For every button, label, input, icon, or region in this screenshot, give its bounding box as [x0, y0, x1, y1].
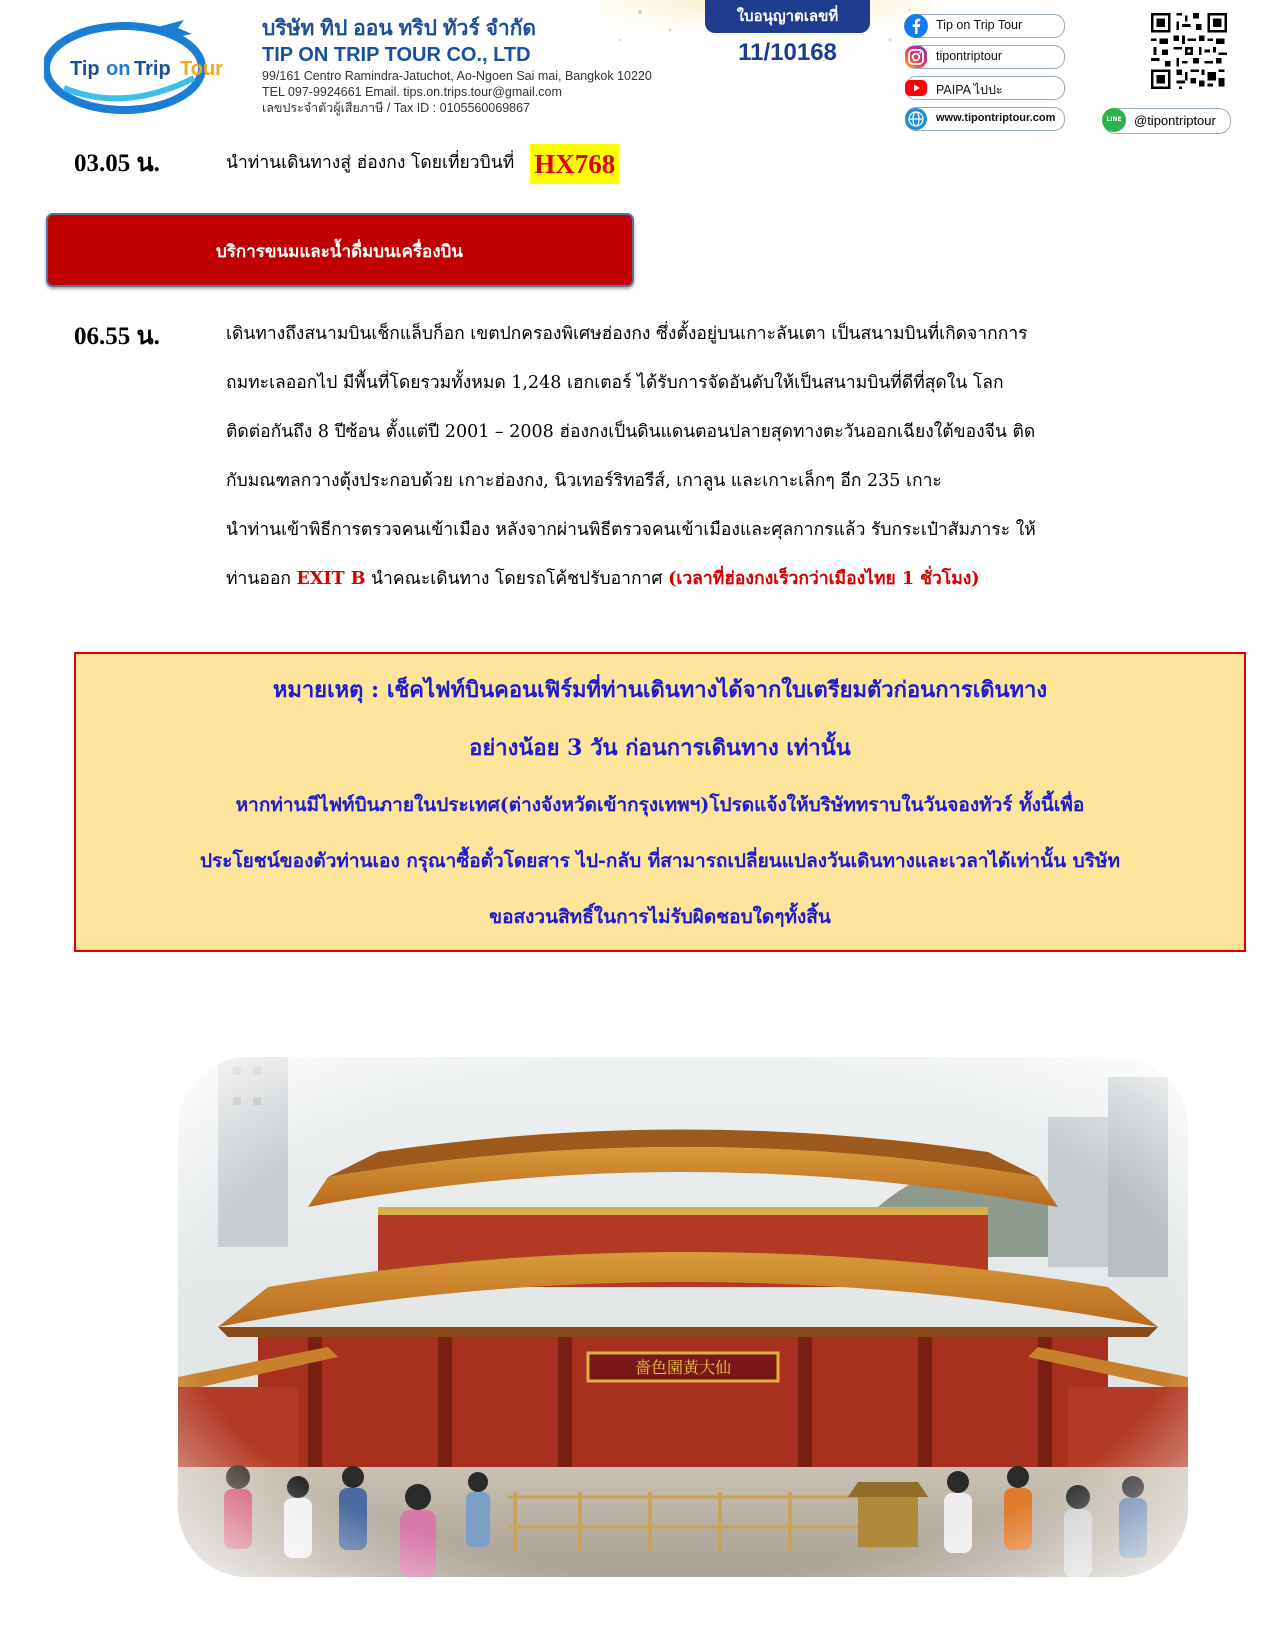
- arrival-line-mid: นำคณะเดินทาง โดยรถโค้ชปรับอากาศ: [365, 569, 669, 589]
- time-difference-note: (เวลาที่ฮ่องกงเร็วกว่าเมืองไทย 1 ชั่วโมง): [668, 569, 980, 589]
- wong-tai-sin-temple-image: [178, 1057, 1188, 1577]
- arrival-line-last: [226, 555, 1206, 604]
- arrival-line-pre: ท่านออก: [226, 569, 297, 589]
- license-number: 11/10168: [738, 39, 837, 66]
- social-instagram[interactable]: [905, 45, 1065, 69]
- remark-line-3: หากท่านมีไฟท์บินภายในประเทศ(ต่างจังหวัดเข้ากรุงเทพฯ)โปรดแจ้งให้บริษัททราบในวันจองทัวร์ ทั้งนี้เพื่อ: [235, 794, 1085, 816]
- license-badge: [705, 0, 870, 67]
- social-youtube[interactable]: [905, 76, 1065, 100]
- svg-text:on: on: [106, 58, 131, 80]
- svg-text:Tip: Tip: [70, 58, 100, 80]
- remark-line-1: หมายเหตุ : เช็คไฟท์บินคอนเฟิร์มที่ท่านเดินทางได้จากใบเตรียมตัวก่อนการเดินทาง: [272, 677, 1048, 703]
- social-links: [905, 14, 1065, 138]
- time-arrival: 06.55 น.: [74, 323, 160, 350]
- arrival-line: ติดต่อกันถึง 8 ปีซ้อน ตั้งแต่ปี 2001 – 2008 ฮ่องกงเป็นดินแดนตอนปลายสุดทางตะวันออกเฉียงใต้ของจีน ติด: [226, 422, 1036, 442]
- line-app-icon: LINE: [1102, 108, 1126, 132]
- arrival-line: นำท่านเข้าพิธีการตรวจคนเข้าเมือง หลังจากผ่านพิธีตรวจคนเข้าเมืองและศุลกากรแล้ว รับกระเป๋าสัมภาระ ให้: [226, 520, 1036, 540]
- instagram-icon: [904, 45, 928, 69]
- line-contact[interactable]: [1103, 108, 1231, 134]
- meal-banner-text: บริการขนมและน้ำดื่มบนเครื่องบิน: [216, 242, 463, 262]
- arrival-line: กับมณฑลกวางตุ้งประกอบด้วย เกาะฮ่องกง, นิวเทอร์ริทอรีส์, เกาลูน และเกาะเล็กๆ อีก 235 เกาะ: [226, 471, 942, 491]
- social-website[interactable]: [905, 107, 1065, 131]
- remark-line-5: ขอสงวนสิทธิ์ในการไม่รับผิดชอบใดๆทั้งสิ้น: [489, 906, 831, 928]
- arrival-description: [226, 310, 1206, 604]
- exit-gate: EXIT B: [296, 569, 366, 589]
- facebook-label: Tip on Trip Tour: [936, 18, 1023, 32]
- social-facebook[interactable]: [905, 14, 1065, 38]
- time-departure: 03.05 น.: [74, 150, 160, 177]
- departure-text: นำท่านเดินทางสู่ ฮ่องกง โดยเที่ยวบินที่: [226, 153, 515, 173]
- line-id: @tipontriptour: [1134, 113, 1216, 128]
- departure-description: [226, 139, 1206, 188]
- company-tax-id: เลขประจำตัวผู้เสียภาษี / Tax ID : 0105560069867: [262, 101, 531, 115]
- company-contact: TEL 097-9924661 Email. tips.on.trips.tour@gmail.com: [262, 85, 562, 99]
- company-logo: [44, 18, 234, 114]
- remark-box: [74, 652, 1246, 952]
- license-label: ใบอนุญาตเลขที่: [705, 0, 870, 33]
- globe-icon: [904, 107, 928, 131]
- page-header: [0, 0, 1275, 140]
- website-label: www.tipontriptour.com: [936, 112, 1056, 124]
- svg-text:Tour: Tour: [180, 58, 223, 80]
- remark-line-2: อย่างน้อย 3 วัน ก่อนการเดินทาง เท่านั้น: [469, 735, 851, 761]
- youtube-icon: [904, 76, 928, 100]
- svg-text:Trip: Trip: [134, 58, 171, 80]
- facebook-icon: [904, 14, 928, 38]
- company-name-en: TIP ON TRIP TOUR CO., LTD: [262, 44, 531, 66]
- arrival-line: เดินทางถึงสนามบินเช็กแล็บก็อก เขตปกครองพิเศษฮ่องกง ซึ่งตั้งอยู่บนเกาะลันเตา เป็นสนามบินที่เกิดจากการ: [226, 324, 1028, 344]
- qr-code: [1148, 10, 1230, 92]
- company-info: [262, 16, 732, 116]
- remark-line-4: ประโยชน์ของตัวท่านเอง กรุณาซื้อตั๋วโดยสาร ไป-กลับ ที่สามารถเปลี่ยนแปลงวันเดินทางและเวลาได้เท่านั้น บริษัท: [199, 850, 1120, 872]
- company-name-th: บริษัท ทิป ออน ทริป ทัวร์ จำกัด: [262, 17, 537, 40]
- company-address: 99/161 Centro Ramindra-Jatuchot, Ao-Ngoen Sai mai, Bangkok 10220: [262, 69, 652, 83]
- flight-number: HX768: [530, 144, 619, 184]
- temple-photo: [178, 1057, 1188, 1577]
- meal-banner: [46, 213, 634, 287]
- arrival-line: ถมทะเลออกไป มีพื้นที่โดยรวมทั้งหมด 1,248 เฮกเตอร์ ได้รับการจัดอันดับให้เป็นสนามบินที่ดีที่สุดใน โลก: [226, 373, 1004, 393]
- youtube-label: PAIPA ไปปะ: [936, 83, 1003, 97]
- instagram-label: tipontriptour: [936, 49, 1003, 63]
